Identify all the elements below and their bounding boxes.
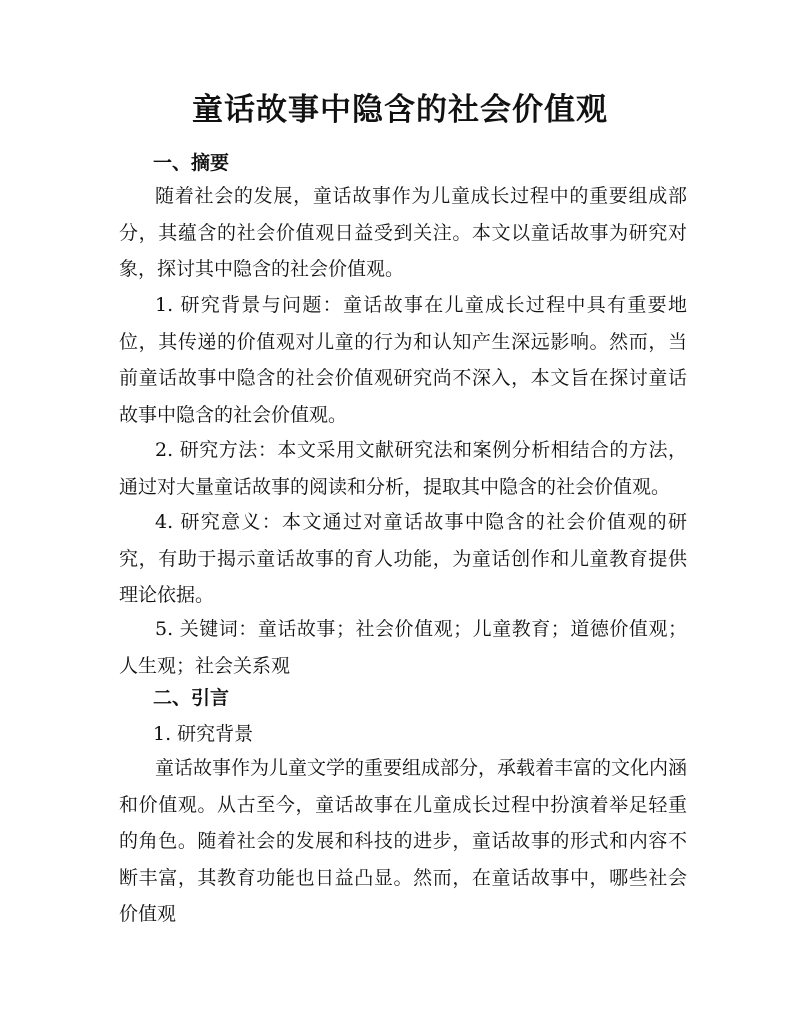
keywords-item: 5. 关键词：童话故事；社会价值观；儿童教育；道德价值观；人生观；社会关系观 — [119, 618, 687, 677]
research-significance-item: 4. 研究意义：本文通过对童话故事中隐含的社会价值观的研究，有助于揭示童话故事的育人功能，为童话创作和儿童教育提供理论依据。 — [119, 511, 687, 606]
section-heading-introduction: 二、引言 — [153, 687, 230, 709]
section-heading-abstract: 一、摘要 — [153, 152, 230, 174]
subheading-research-background: 1. 研究背景 — [153, 723, 254, 745]
abstract-paragraph: 随着社会的发展，童话故事作为儿童成长过程中的重要组成部分，其蕴含的社会价值观日益受到关注。本文以童话故事为研究对象，探讨其中隐含的社会价值观。 — [119, 185, 687, 280]
research-method-item: 2. 研究方法：本文采用文献研究法和案例分析相结合的方法，通过对大量童话故事的阅读和分析，提取其中隐含的社会价值观。 — [119, 439, 687, 498]
introduction-paragraph: 童话故事作为儿童文学的重要组成部分，承载着丰富的文化内涵和价值观。从古至今，童话故事在儿童成长过程中扮演着举足轻重的角色。随着社会的发展和科技的进步，童话故事的形式和内容不断丰富，其教育功能也日益凸显。然而，在童话故事中，哪些社会价值观 — [119, 757, 688, 925]
research-background-item: 1. 研究背景与问题：童话故事在儿童成长过程中具有重要地位，其传递的价值观对儿童的行为和认知产生深远影响。然而，当前童话故事中隐含的社会价值观研究尚不深入，本文旨在探讨童话故事中隐含的社会价值观。 — [119, 294, 687, 426]
document-title: 童话故事中隐含的社会价值观 — [192, 92, 608, 128]
